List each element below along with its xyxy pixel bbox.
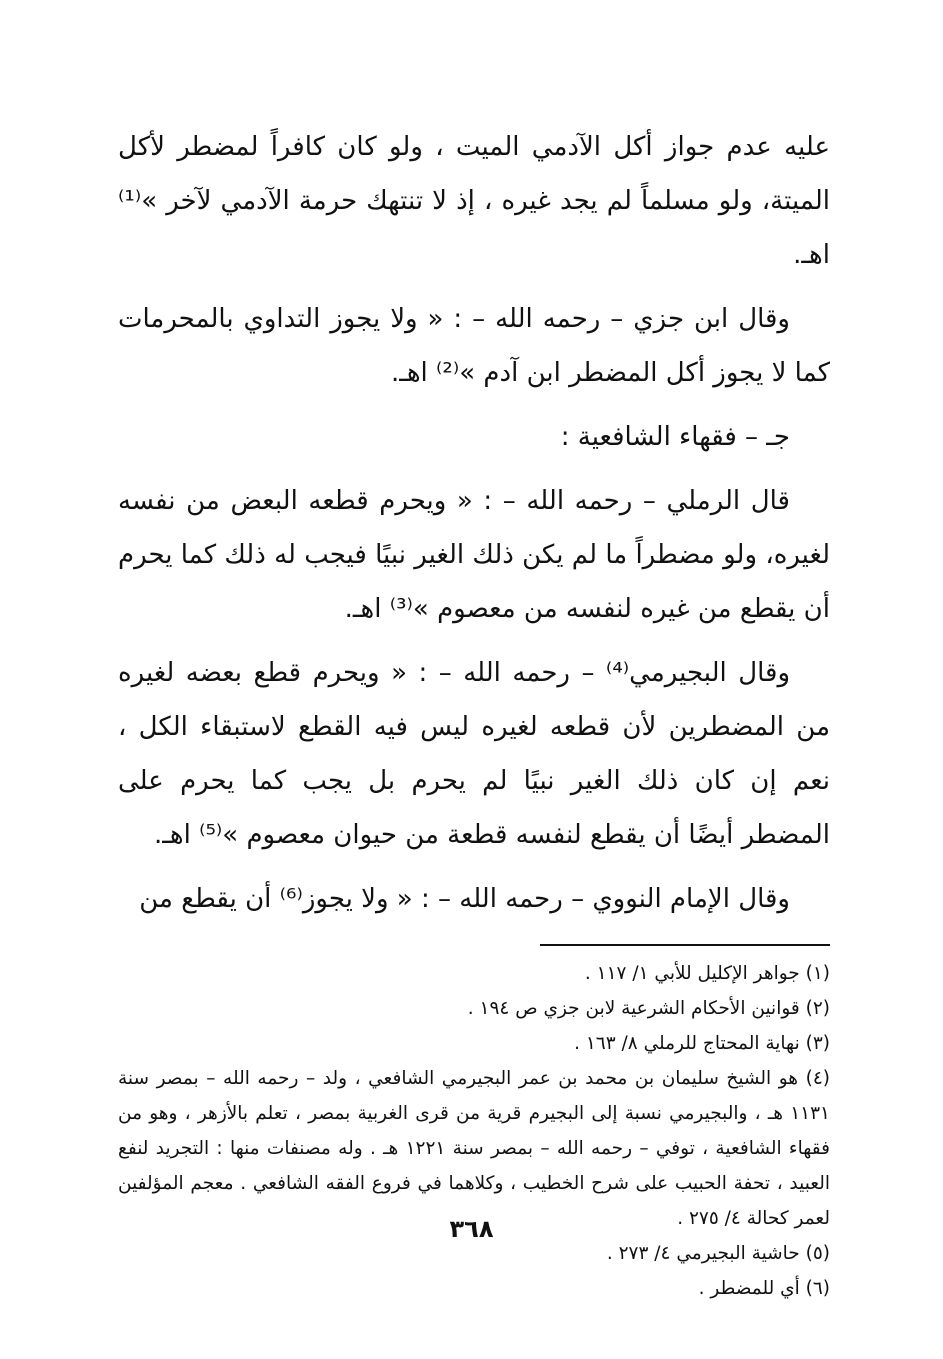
footnote-2: (٢) قوانين الأحكام الشرعية لابن جزي ص ١٩٤ . (467, 998, 830, 1019)
footnote-1: (١) جواهر الإكليل للأبي ١/ ١١٧ . (584, 963, 830, 984)
footnote-3: (٣) نهاية المحتاج للرملي ٨/ ١٦٣ . (574, 1033, 830, 1054)
paragraph-4: وقال البجيرمي⁽⁴⁾ – رحمه الله – : « ويحرم قطع بعضه لغيره من المضطرين لأن قطعه لغيره ليس فيه القطع لاستبقاء الكل ، نعم إن كان ذلك الغير نبيًا لم يحرم بل يجب كما يحرم على المضطر أيضًا أن يقطع لنفسه قطعة من حيوان معصوم »⁽⁵⁾ اهـ. (118, 658, 830, 850)
paragraph-5: وقال الإمام النووي – رحمه الله – : « ولا يجوز⁽⁶⁾ أن يقطع من (139, 884, 790, 914)
footnote-6: (٦) أي للمضطر . (698, 1278, 830, 1299)
page-content (118, 120, 830, 1306)
section-heading: جـ – فقهاء الشافعية : (560, 422, 790, 452)
page-number: ٣٦٨ (449, 1215, 494, 1243)
main-text (118, 120, 830, 926)
paragraph-1: عليه عدم جواز أكل الآدمي الميت ، ولو كان كافراً لمضطر لأكل الميتة، ولو مسلماً لم يجد غيره ، إذ لا تنتهك حرمة الآدمي لآخر »⁽¹⁾اهـ. (118, 132, 830, 270)
paragraph-3: قال الرملي – رحمه الله – : « ويحرم قطعه البعض من نفسه لغيره، ولو مضطراً ما لم يكن ذلك الغير نبيًا فيجب له ذلك كما يحرم أن يقطع من غيره لنفسه من معصوم »⁽³⁾ اهـ. (118, 486, 830, 624)
footnote-5: (٥) حاشية البجيرمي ٤/ ٢٧٣ . (606, 1243, 830, 1264)
paragraph-2: وقال ابن جزي – رحمه الله – : « ولا يجوز التداوي بالمحرمات كما لا يجوز أكل المضطر ابن آدم »⁽²⁾ اهـ. (118, 304, 830, 388)
footnotes (118, 956, 830, 1306)
footnote-4: (٤) هو الشيخ سليمان بن محمد بن عمر البجيرمي الشافعي ، ولد – رحمه الله – بمصر سنة ١١٣١ هـ ، والبجيرمي نسبة إلى البجيرم قرية من قرى الغربية بمصر ، تعلم بالأزهر ، وهو من فقهاء الشافعية ، توفي – رحمه الله – بمصر سنة ١٢٢١ هـ . وله مصنفات منها : التجريد لنفع العبيد ، تحفة الحبيب على شرح الخطيب ، وكلاهما في فروع الفقه الشافعي . معجم المؤلفين لعمر كحالة ٤/ ٢٧٥ . (118, 1068, 830, 1229)
footnote-divider (540, 944, 830, 946)
